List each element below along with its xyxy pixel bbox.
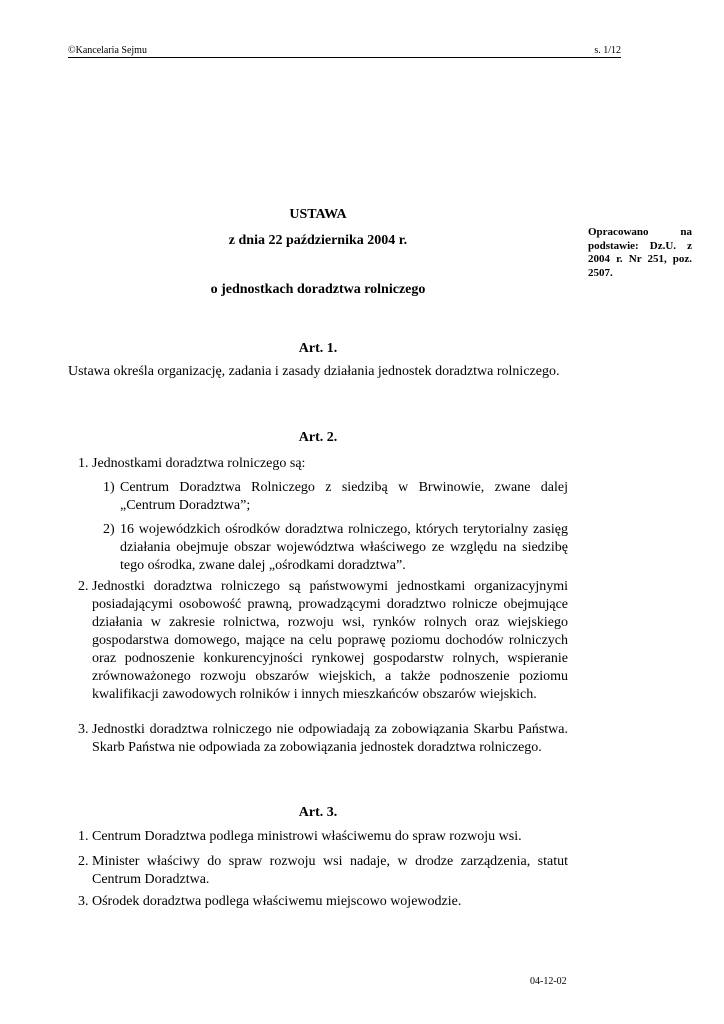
- art2-p3: Jednostki doradztwa rolniczego nie odpowiadają za zobowiązania Skarbu Państwa. Skarb Państwa nie odpowiada za zobowiązania jednostek doradztwa rolniczego.: [92, 722, 568, 755]
- art1-text: Ustawa określa organizację, zadania i zasady działania jednostek doradztwa rolniczego.: [68, 364, 560, 379]
- art3-p3-num: 3.: [78, 894, 89, 909]
- art2-p1-1: Centrum Doradztwa Rolniczego z siedzibą w Brwinowie, zwane dalej „Centrum Doradztwa”;: [120, 480, 568, 513]
- art2-p1-2: 16 wojewódzkich ośrodków doradztwa rolniczego, których terytorialny zasięg działania obejmuje obszar województwa właściwego ze względu na siedzibę tego ośrodka, zwane dalej „ośrodkami doradztwa”.: [120, 522, 568, 573]
- publication-note: Opracowano na podstawie: Dz.U. z 2004 r. Nr 251, poz. 2507.: [588, 226, 692, 279]
- art3-heading: Art. 3.: [298, 805, 338, 820]
- footer-date: 04-12-02: [530, 976, 567, 987]
- act-type: USTAWA: [289, 207, 347, 222]
- act-subject: o jednostkach doradztwa rolniczego: [210, 282, 426, 297]
- art3-p2-num: 2.: [78, 854, 89, 869]
- header-source: ©Kancelaria Sejmu: [68, 45, 147, 56]
- art2-p1-2-num: 2): [103, 522, 115, 537]
- art3-p2: Minister właściwy do spraw rozwoju wsi nadaje, w drodze zarządzenia, statut Centrum Doradztwa.: [92, 854, 568, 887]
- art1-heading: Art. 1.: [298, 341, 338, 356]
- art3-p1: Centrum Doradztwa podlega ministrowi właściwemu do spraw rozwoju wsi.: [92, 829, 522, 844]
- page-number: s. 1/12: [594, 45, 621, 56]
- art2-p1: 1. Jednostkami doradztwa rolniczego są:: [78, 456, 306, 471]
- art2-p1-1-num: 1): [103, 480, 115, 495]
- art2-p2-num: 2.: [78, 579, 89, 594]
- act-date: z dnia 22 października 2004 r.: [228, 233, 408, 248]
- header-rule: [68, 57, 621, 58]
- art3-p1-num: 1.: [78, 829, 89, 844]
- art2-p3-num: 3.: [78, 722, 89, 737]
- art2-p2: Jednostki doradztwa rolniczego są państwowymi jednostkami organizacyjnymi posiadającymi osobowość prawną, prowadzącymi doradztwo rolnicze obejmujące działania w zakresie rolnictwa, rozwoju wsi, rynków rolnych oraz wiejskiego gospodarstwa domowego, mające na celu poprawę poziomu dochodów rolniczych oraz podnoszenie konkurencyjności rynkowej gospodarstw rolnych, wspieranie zrównoważonego rozwoju obszarów wiejskich, a także podnoszenie poziomu kwalifikacji zawodowych rolników i innych mieszkańców obszarów wiejskich.: [92, 579, 568, 702]
- art2-heading: Art. 2.: [298, 430, 338, 445]
- art3-p3: Ośrodek doradztwa podlega właściwemu miejscowo wojewodzie.: [92, 894, 462, 909]
